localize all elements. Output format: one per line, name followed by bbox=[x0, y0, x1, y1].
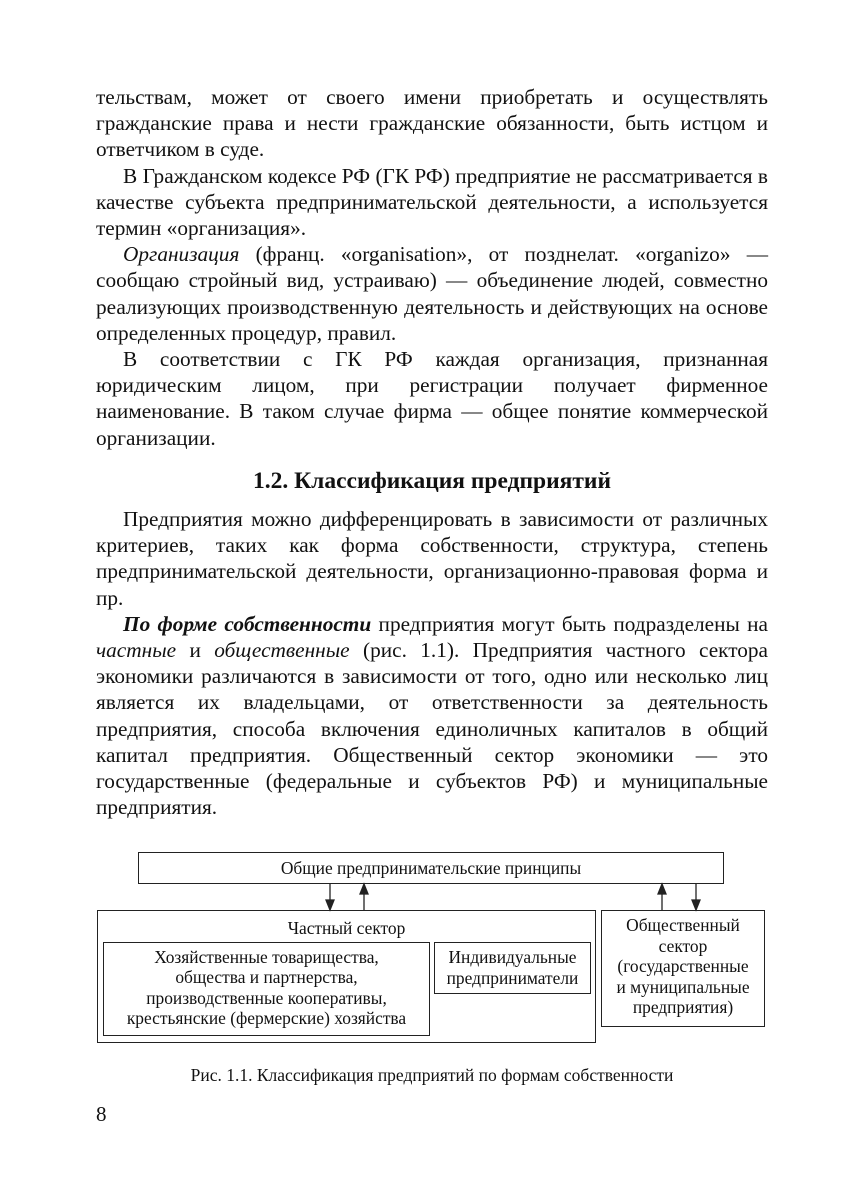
box-line: Хозяйственные товарищества, bbox=[154, 947, 379, 967]
arrowhead bbox=[360, 884, 368, 894]
emphasis-lead: По форме собственности bbox=[123, 611, 372, 636]
arrowhead bbox=[326, 900, 334, 910]
body-text-top bbox=[96, 84, 768, 451]
box-line: и муниципальные bbox=[616, 976, 750, 997]
page-number: 8 bbox=[96, 1102, 107, 1126]
box-line: общества и партнерства, bbox=[175, 967, 358, 988]
arrowhead bbox=[692, 900, 700, 910]
paragraph-text: предприятия могут быть подразделены на bbox=[371, 611, 768, 636]
arrowhead bbox=[658, 884, 666, 894]
business-partnerships-box bbox=[103, 942, 430, 1036]
paragraph bbox=[96, 611, 768, 821]
figure-caption: Рис. 1.1. Классификация предприятий по формам собственности bbox=[190, 1065, 674, 1085]
general-principles-box: Общие предпринимательские принципы bbox=[138, 852, 724, 884]
body-text-bottom bbox=[96, 506, 768, 820]
paragraph-text: (рис. 1.1). Предприятия частного сектора экономики различаются в зависимости от того, одно или несколько лиц является их владельцами, от ответственности за деятельность предприятия, способа включения единоличных капиталов в общий капитал предприятия. Общественный сектор экономики — это государственные (федеральные и субъектов РФ) и муниципальные предприятия. bbox=[96, 638, 768, 820]
box-line: (государственные bbox=[617, 956, 749, 976]
individual-entrepreneurs-box bbox=[434, 942, 591, 994]
paragraph: В соответствии с ГК РФ каждая организация, признанная юридическим лицом, при регистрации получает фирменное наименование. В таком случае фирма — общее понятие коммерческой организации. bbox=[96, 347, 768, 450]
private-sector-title: Частный сектор bbox=[287, 918, 406, 938]
box-line: производственные кооперативы, bbox=[146, 987, 387, 1008]
paragraph bbox=[96, 241, 768, 346]
public-sector-box bbox=[601, 910, 765, 1027]
paragraph: тельствам, может от своего имени приобретать и осуществлять гражданские права и нести гражданские обязанности, быть истцом и ответчиком в суде. bbox=[96, 85, 768, 162]
section-heading: 1.2. Классификация предприятий bbox=[252, 468, 611, 494]
emphasis-term: общественные bbox=[214, 638, 350, 663]
box-line: Индивидуальные bbox=[448, 947, 577, 967]
paragraph-text: (франц. «organisation», от позднелат. «organizo» — сообщаю стройный вид, устраиваю) — объединение людей, совместно реализующих производственную деятельность и действующих на основе определенных процедур, правил. bbox=[96, 242, 768, 345]
paragraph-text: и bbox=[176, 638, 215, 663]
box-line: предприятия) bbox=[632, 997, 734, 1017]
box-line: крестьянские (фермерские) хозяйства bbox=[126, 1007, 407, 1028]
paragraph: Предприятия можно дифференцировать в зависимости от различных критериев, таких как форма собственности, структура, степень предпринимательской деятельности, организационно-правовая форма и пр. bbox=[96, 507, 768, 610]
emphasis-term: частные bbox=[96, 638, 177, 663]
box-line: сектор bbox=[658, 935, 708, 956]
box-line: предприниматели bbox=[446, 967, 579, 988]
paragraph: В Гражданском кодексе РФ (ГК РФ) предприятие не рассматривается в качестве субъекта предпринимательской деятельности, а используется термин «организация». bbox=[96, 163, 768, 241]
box-line: Общественный bbox=[626, 915, 740, 935]
defined-term: Организация bbox=[123, 242, 240, 267]
